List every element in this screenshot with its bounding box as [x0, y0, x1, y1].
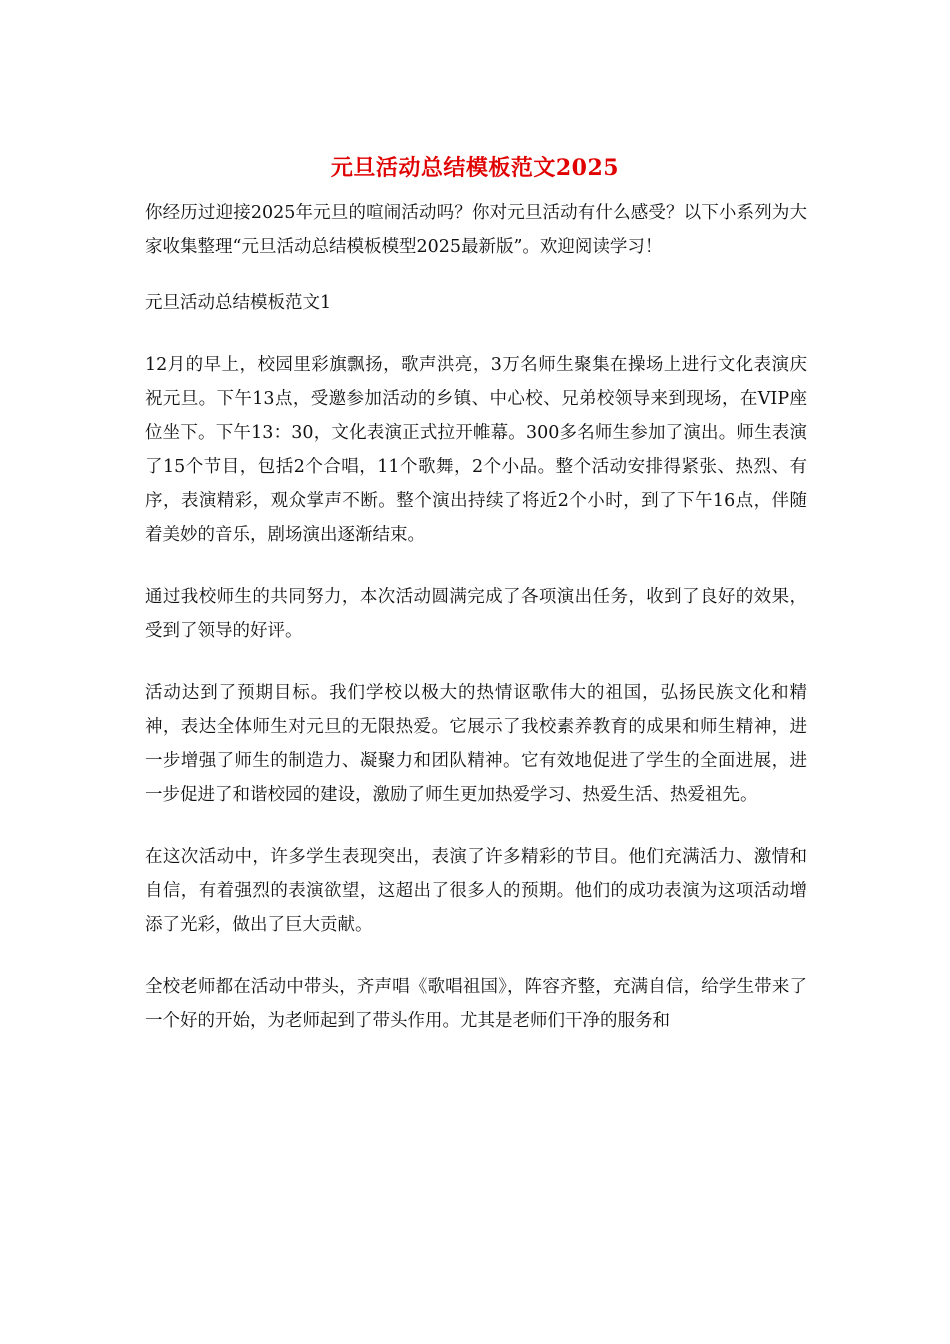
document-body — [145, 196, 807, 1066]
document-title: 元旦活动总结模板范文2025 — [330, 155, 620, 181]
body-paragraph-5: 全校老师都在活动中带头，齐声唱《歌唱祖国》，阵容齐整，充满自信，给学生带来了一个好的开始，为老师起到了带头作用。尤其是老师们干净的服务和 — [145, 977, 807, 1031]
body-paragraph-3: 活动达到了预期目标。我们学校以极大的热情讴歌伟大的祖国，弘扬民族文化和精神，表达全体师生对元旦的无限热爱。它展示了我校素养教育的成果和师生精神，进一步增强了师生的制造力、凝聚力和团队精神。它有效地促进了学生的全面进展，进一步促进了和谐校园的建设，激励了师生更加热爱学习、热爱生活、热爱祖先。 — [145, 683, 807, 805]
intro-paragraph: 你经历过迎接2025年元旦的喧闹活动吗？你对元旦活动有什么感受？以下小系列为大家收集整理“元旦活动总结模板模型2025最新版”。欢迎阅读学习！ — [145, 203, 807, 257]
section-heading: 元旦活动总结模板范文1 — [145, 293, 332, 313]
body-paragraph-1: 12月的早上，校园里彩旗飘扬，歌声洪亮，3万名师生聚集在操场上进行文化表演庆祝元旦。下午13点，受邀参加活动的乡镇、中心校、兄弟校领导来到现场，在VIP座位坐下。下午13：30，文化表演正式拉开帷幕。300多名师生参加了演出。师生表演了15个节目，包括2个合唱，11个歌舞，2个小品。整个活动安排得紧张、热烈、有序，表演精彩，观众掌声不断。整个演出持续了将近2个小时，到了下午16点，伴随着美妙的音乐，剧场演出逐渐结束。 — [145, 355, 807, 545]
body-paragraph-2: 通过我校师生的共同努力，本次活动圆满完成了各项演出任务，收到了良好的效果，受到了领导的好评。 — [145, 587, 807, 641]
body-paragraph-4: 在这次活动中，许多学生表现突出，表演了许多精彩的节目。他们充满活力、激情和自信，有着强烈的表演欲望，这超出了很多人的预期。他们的成功表演为这项活动增添了光彩，做出了巨大贡献。 — [145, 847, 807, 935]
